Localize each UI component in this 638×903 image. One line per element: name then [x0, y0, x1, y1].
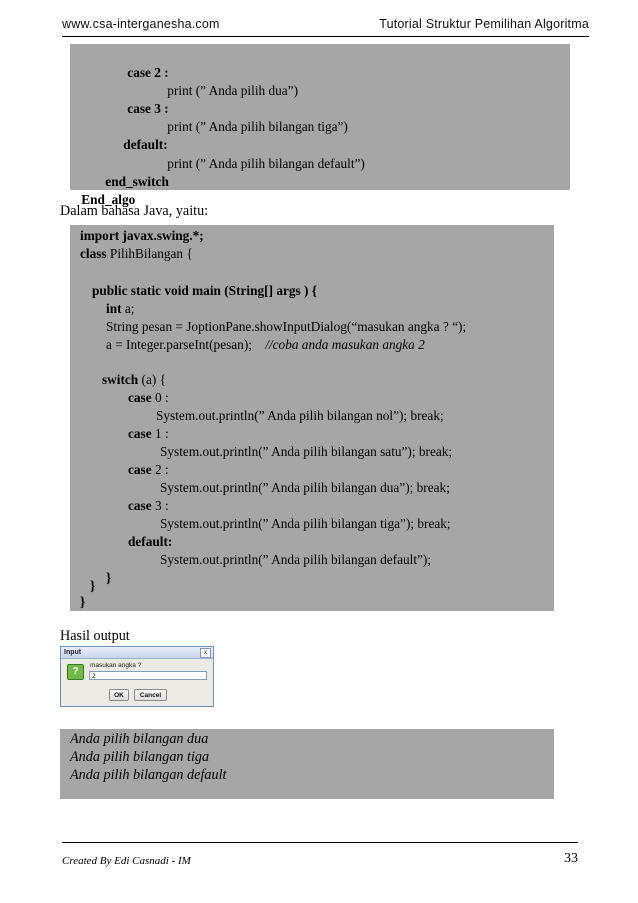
java-code-block — [70, 225, 554, 611]
code-line: print (” Anda pilih dua”) — [167, 82, 299, 98]
code-line: } — [106, 570, 112, 585]
close-icon[interactable]: x — [200, 648, 211, 658]
cancel-button[interactable]: Cancel — [134, 689, 167, 701]
code-line: case 1 : — [128, 426, 169, 441]
code-line: int a; — [106, 301, 135, 316]
code-line: } — [80, 594, 86, 609]
output-line: Anda pilih bilangan tiga — [70, 749, 210, 765]
code-line: a = Integer.parseInt(pesan); //coba anda masukan angka 2 — [106, 337, 425, 352]
output-line: Anda pilih bilangan default — [70, 767, 227, 783]
algorithm-code-block — [70, 44, 570, 207]
code-line: case 2 : — [127, 64, 169, 80]
header-site: www.csa-interganesha.com — [62, 17, 220, 31]
program-output-block — [60, 729, 554, 799]
code-line: System.out.println(” Anda pilih bilangan satu”); break; — [160, 444, 453, 459]
footer-credit: Created By Edi Casnadi - IM — [62, 855, 191, 867]
code-line: case 3 : — [127, 100, 169, 116]
output-line: Anda pilih bilangan dua — [70, 731, 209, 747]
code-line: System.out.println(” Anda pilih bilangan default”); — [160, 552, 432, 567]
output-heading: Hasil output — [60, 628, 130, 644]
dialog-prompt: masukan angka ? — [90, 662, 142, 669]
code-line: System.out.println(” Anda pilih bilangan nol”); break; — [156, 408, 444, 423]
dialog-title-bar — [61, 647, 213, 659]
number-input[interactable]: 2 — [89, 671, 207, 680]
code-line: print (” Anda pilih bilangan tiga”) — [167, 118, 348, 134]
dialog-title: Input — [64, 649, 82, 656]
code-line: import javax.swing.*; — [80, 228, 204, 243]
code-line: default: — [123, 136, 168, 152]
code-line: } — [90, 578, 96, 593]
code-line: String pesan = JoptionPane.showInputDialog(“masukan angka ? “); — [106, 319, 467, 334]
code-line: end_switch — [105, 173, 169, 189]
code-comment: //coba anda masukan angka 2 — [265, 337, 425, 352]
footer-rule — [62, 842, 578, 843]
code-line: System.out.println(” Anda pilih bilangan tiga”); break; — [160, 516, 451, 531]
input-dialog — [60, 646, 214, 707]
code-line: System.out.println(” Anda pilih bilangan dua”); break; — [160, 480, 450, 495]
header-rule — [62, 36, 589, 37]
code-line: switch (a) { — [102, 372, 166, 387]
code-line: class PilihBilangan { — [80, 246, 193, 261]
question-icon: ? — [67, 664, 84, 680]
header-title: Tutorial Struktur Pemilihan Algoritma — [379, 17, 589, 31]
code-line: public static void main (String[] args ) { — [92, 283, 318, 298]
code-line: case 0 : — [128, 390, 169, 405]
code-line: print (” Anda pilih bilangan default”) — [167, 155, 365, 171]
page-number: 33 — [564, 851, 578, 866]
code-line: End_algo — [81, 191, 136, 207]
code-line: default: — [128, 534, 173, 549]
ok-button[interactable]: OK — [109, 689, 129, 701]
code-line: case 2 : — [128, 462, 169, 477]
java-intro: Dalam bahasa Java, yaitu: — [60, 203, 209, 219]
code-line: case 3 : — [128, 498, 169, 513]
